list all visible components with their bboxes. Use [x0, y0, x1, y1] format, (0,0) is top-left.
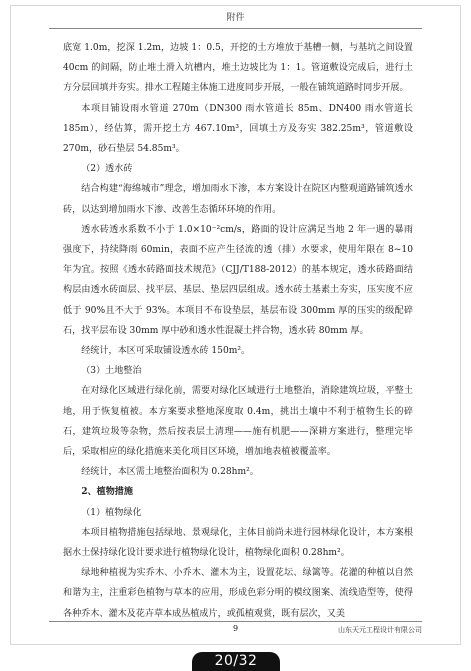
document-page: [10, 5, 461, 645]
header-title: 附件: [226, 13, 245, 23]
paragraph: 在对绿化区域进行绿化前，需要对绿化区域进行土地整治，消除建筑垃圾，平整土地，用于恢复植被。本方案要求整地深度取 0.4m，挑出土壤中不利于植物生长的碎石，建筑垃圾等杂物，然后按表层土清理——施有机肥——深耕方案进行，整理完毕后，采取相应的绿化措施来美化项目区环境，增加地表植被覆盖率。: [63, 386, 413, 458]
company-name: 山东天元工程设计有限公司: [338, 626, 422, 634]
section-heading: （1）植物绿化: [81, 507, 142, 518]
page-counter-badge: 20/32: [192, 652, 280, 671]
page-body: [63, 38, 413, 624]
page-header: [49, 6, 422, 29]
section-heading: （2）透水砖: [81, 164, 133, 175]
paragraph: 本项目植物措施包括绿地、景观绿化，主体目前尚未进行园林绿化设计，本方案根据水土保持绿化设计要求进行植物绿化设计，植物绿化面积 0.28hm²。: [63, 527, 413, 559]
paragraph: 透水砖透水系数不小于 1.0×10⁻²cm/s，路面的设计应满足当地 2 年一遇的暴雨强度下，持续降雨 60min，表面不应产生径流的透（排）水要求，使用年限在 8~10 年为宜。按照《透水砖路面技术规范》（CJJ/T188-2012）的基本规定，透水砖路面结构层由透水砖面层、找平层、基层、垫层四层组成。透水砖土基素土夯实，压实度不应低于 90%且不大于 93%。本项目不布设垫层，基层布设 300mm 厚的压实的级配碎石，找平层布设 30mm 厚中砂和透水性混凝土拌合物，透水砖 80mm 厚。: [63, 224, 413, 336]
page-number: 9: [232, 624, 239, 633]
paragraph: 经统计，本区需土地整治面积为 0.28hm²。: [81, 467, 259, 478]
paragraph: 本项目铺设雨水管道 270m（DN300 雨水管道长 85m、DN400 雨水管道长 185m），经估算，需开挖土方 467.10m³，回填土方及夯实 382.25m³，管道敷设 270m，砂石垫层 54.85m³。: [63, 103, 413, 155]
paragraph: 绿地种植视为实乔木、小乔木、灌木为主，设置花坛、绿篱等。花灌的种植以自然和谐为主，注重彩色植物与草本的应用，形成色彩分明的模纹图案、流线造型等，使得各种乔木、灌木及花卉草本成丛植成片，或孤植观赏，既有层次，又美: [63, 568, 413, 619]
paragraph: 经统计，本区可采取铺设透水砖 150m²。: [81, 346, 251, 357]
section-heading: 2、植物措施: [81, 486, 133, 498]
page-footer: [49, 621, 422, 638]
paragraph: 底宽 1.0m，挖深 1.2m，边坡 1：0.5，开挖的土方堆放于基槽一侧，与基坑之间设置 40cm 的间隔，防止堆土滑入坑槽内，堆土边坡比为 1：1。管道敷设完成后，进行土方分层回填并夯实。排水工程随主体施工进度同步开展，一般在铺筑道路时同步开展。: [63, 43, 413, 94]
section-heading: （3）土地整治: [81, 366, 142, 377]
paragraph: 结合构建“海绵城市”理念，增加雨水下渗，本方案设计在院区内整观道路铺筑透水砖，以达到增加雨水下渗、改善生态循环环境的作用。: [63, 184, 413, 215]
